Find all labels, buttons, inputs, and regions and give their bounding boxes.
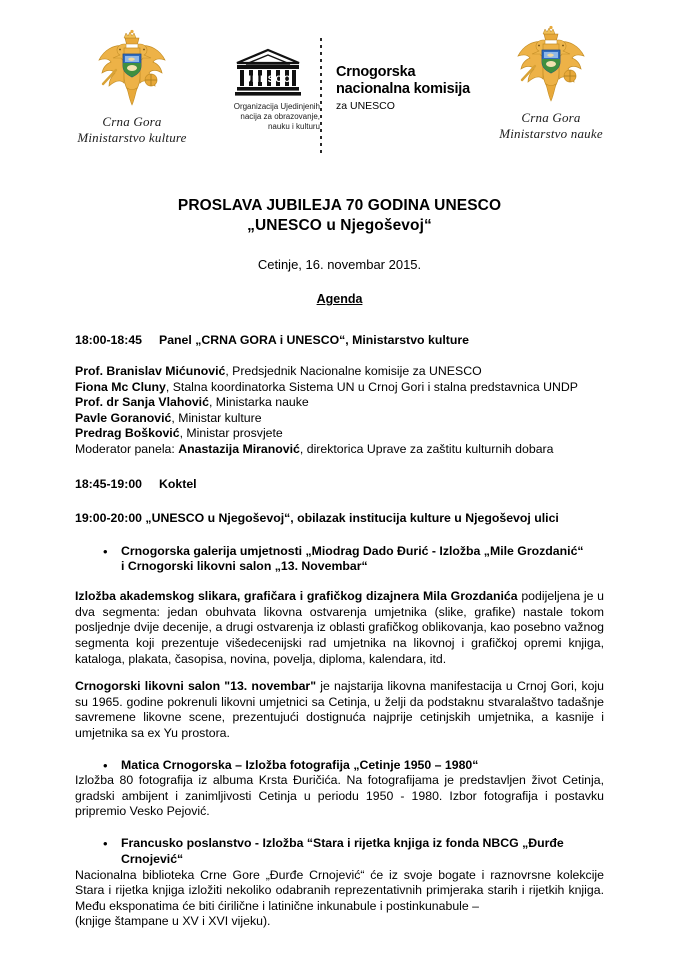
- moderator-role: , direktorica Uprave za zaštitu kulturnih dobara: [299, 441, 554, 456]
- list-item: [103, 544, 604, 576]
- paragraph-body: podijeljena je u dva segmenta: jedan obuhvata likovna ostvarenja umjetnika (slike, grafike) nastale tokom posljednje dvije decenije, a drugi ostvarenja iz oblasti grafičkog oblikovanja, kao posebno važnog segmenta koji prezentuje višedecenijski rad umjetnika na likovnoj i grafičkoj opremi knjiga, kataloga, plakata, časopisa, novina, povelja, diploma, kalendara, itd.: [75, 589, 604, 666]
- paragraph: [75, 868, 604, 915]
- paragraph-body: (knjige štampane u XV i XVI vijeku).: [75, 914, 271, 929]
- unesco-temple-icon: [233, 48, 303, 98]
- paragraph: [75, 589, 604, 667]
- logo-left-line1: Crna Gora: [102, 114, 162, 129]
- unesco-caption-line2: nacija za obrazovanje,: [240, 112, 320, 121]
- paragraph: [75, 679, 604, 741]
- participant-row: [75, 426, 604, 442]
- participant-role: , Stalna koordinatorka Sistema UN u Crnoj Gori i stalna predstavnica UNDP: [165, 379, 578, 394]
- agenda-content: [75, 308, 604, 930]
- list-item-label: Matica Crnogorska – Izložba fotografija „Cetinje 1950 – 1980“: [121, 757, 479, 772]
- moderator-label: Moderator panela:: [75, 441, 179, 456]
- logo-ministry-of-science: [476, 24, 626, 142]
- participant-role: , Predsjednik Nacionalne komisije za UNESCO: [225, 364, 482, 378]
- unesco-caption-line1: Organizacija Ujedinjenih: [233, 102, 320, 111]
- paragraph-lead: Crnogorski likovni salon "13. novembar": [75, 679, 317, 694]
- page-title-line1: PROSLAVA JUBILEJA 70 GODINA UNESCO: [177, 197, 502, 214]
- document-header: [0, 0, 679, 178]
- paragraph: [75, 773, 604, 820]
- agenda-slot-3-time: 19:00-20:00: [75, 510, 142, 525]
- participant-row: [75, 395, 604, 411]
- agenda-slot-3-title: „UNESCO u Njegoševoj“, obilazak institucija kulture u Njegoševoj ulici: [145, 510, 559, 525]
- paragraph-body: je najstarija likovna manifestacija u Crnoj Gori, koju su 1965. godine pokrenuli likovni umjetnici sa Cetinja, u želji da podstaknu stvaralaštvo tadašnje savremene likovne scene, prezentujući dostignuća najprije cetinjskih umjetnika, a kasnije i umjetnika sa ex Yu prostora.: [75, 679, 604, 740]
- agenda-slot-1-time: 18:00-18:45: [75, 333, 142, 347]
- bullet-point-icon: •: [103, 543, 108, 559]
- paragraph-body: Nacionalna biblioteka Crne Gore „Đurđe Crnojević“ će iz svoje bogate i raznovrsne kolekcije Stara i rijetka knjiga izložiti nekoliko odabranih reprezentativnih primjeraka starih i rijetkih knjiga. Među eksponatima će biti ćirilične i latinične inkunabule i postinkunabule –: [75, 867, 604, 913]
- logo-left-script-text: [62, 114, 202, 146]
- participant-role: , Ministar prosvjete: [179, 426, 283, 441]
- national-commission-title: [336, 64, 486, 113]
- page-title-line2: „UNESCO u Njegoševoj“: [247, 217, 432, 234]
- participant-role: , Ministarka nauke: [208, 395, 309, 410]
- commission-line3: za UNESCO: [336, 100, 395, 112]
- logo-right-script-text: [476, 110, 626, 142]
- vertical-dotted-divider: [320, 38, 322, 156]
- participant-name: Prof. dr Sanja Vlahović: [75, 395, 209, 410]
- moderator-name: Anastazija Miranović: [178, 441, 300, 456]
- participant-name: Predrag Bošković: [75, 426, 180, 441]
- list-item-line1: Crnogorska galerija umjetnosti „Miodrag Dado Đurić - Izložba „Mile Grozdanić“: [121, 543, 584, 558]
- paragraph-body: Izložba 80 fotografija iz albuma Krsta Đuričića. Na fotografijama je predstavljen život Cetinja, gradski ambijent i zanimljivosti Cetinja u periodu 1950 - 1980. Izbor fotografija i postavku pripremio Vesko Pejović.: [75, 773, 604, 819]
- unesco-wordmark: UNESCO: [244, 74, 292, 85]
- title-block: [0, 196, 679, 308]
- paragraph-lead: Izložba akademskog slikara, grafičara i grafičkog dizajnera Mila Grozdanića: [75, 589, 518, 604]
- participant-name: Fiona Mc Cluny: [75, 379, 166, 394]
- participant-name: Pavle Goranović: [75, 410, 172, 425]
- list-item-label: [121, 836, 564, 868]
- list-item-label: [121, 544, 584, 576]
- logo-right-line2: Ministarstvo nauke: [499, 126, 603, 141]
- list-item: [103, 836, 604, 868]
- participant-name: Prof. Branislav Mićunović: [75, 364, 226, 378]
- agenda-slot-1-header: [75, 332, 604, 348]
- bullet-point-icon: •: [103, 836, 108, 852]
- agenda-slot-2-header: [75, 476, 604, 492]
- place-and-date: Cetinje, 16. novembar 2015.: [257, 257, 422, 272]
- participant-row: [75, 364, 604, 380]
- bullet-point-icon: •: [103, 757, 108, 773]
- unesco-caption: [214, 102, 322, 132]
- unesco-logo: [214, 48, 322, 132]
- agenda-heading: Agenda: [316, 292, 363, 306]
- participant-row: [75, 380, 604, 396]
- montenegro-coat-of-arms-icon: [513, 24, 589, 108]
- commission-line1: Crnogorska: [336, 64, 416, 80]
- participant-row: [75, 411, 604, 427]
- agenda-slot-2-title: Koktel: [159, 476, 197, 491]
- agenda-slot-3-header: [75, 510, 604, 526]
- montenegro-coat-of-arms-icon: [94, 28, 170, 112]
- paragraph: [75, 914, 604, 930]
- list-item-line1: Francusko poslanstvo - Izložba “Stara i rijetka knjiga iz fonda NBCG „Đurđe: [121, 836, 564, 851]
- agenda-slot-2-time: 18:45-19:00: [75, 476, 142, 491]
- list-item-line2: i Crnogorski likovni salon „13. Novembar“: [121, 559, 368, 574]
- moderator-row: [75, 442, 604, 458]
- logo-left-line2: Ministarstvo kulture: [77, 130, 187, 145]
- panel-participants-list: [75, 364, 604, 458]
- logo-right-line1: Crna Gora: [521, 110, 581, 125]
- list-item: [103, 758, 604, 774]
- participant-role: , Ministar kulture: [171, 410, 262, 425]
- list-item-line2: Crnojević“: [121, 851, 184, 866]
- commission-line2: nacionalna komisija: [336, 81, 470, 97]
- unesco-caption-line3: nauku i kulturu: [267, 122, 320, 131]
- agenda-slot-1-title: Panel „CRNA GORA i UNESCO“, Ministarstvo kulture: [159, 333, 469, 347]
- logo-ministry-of-culture: [62, 28, 202, 146]
